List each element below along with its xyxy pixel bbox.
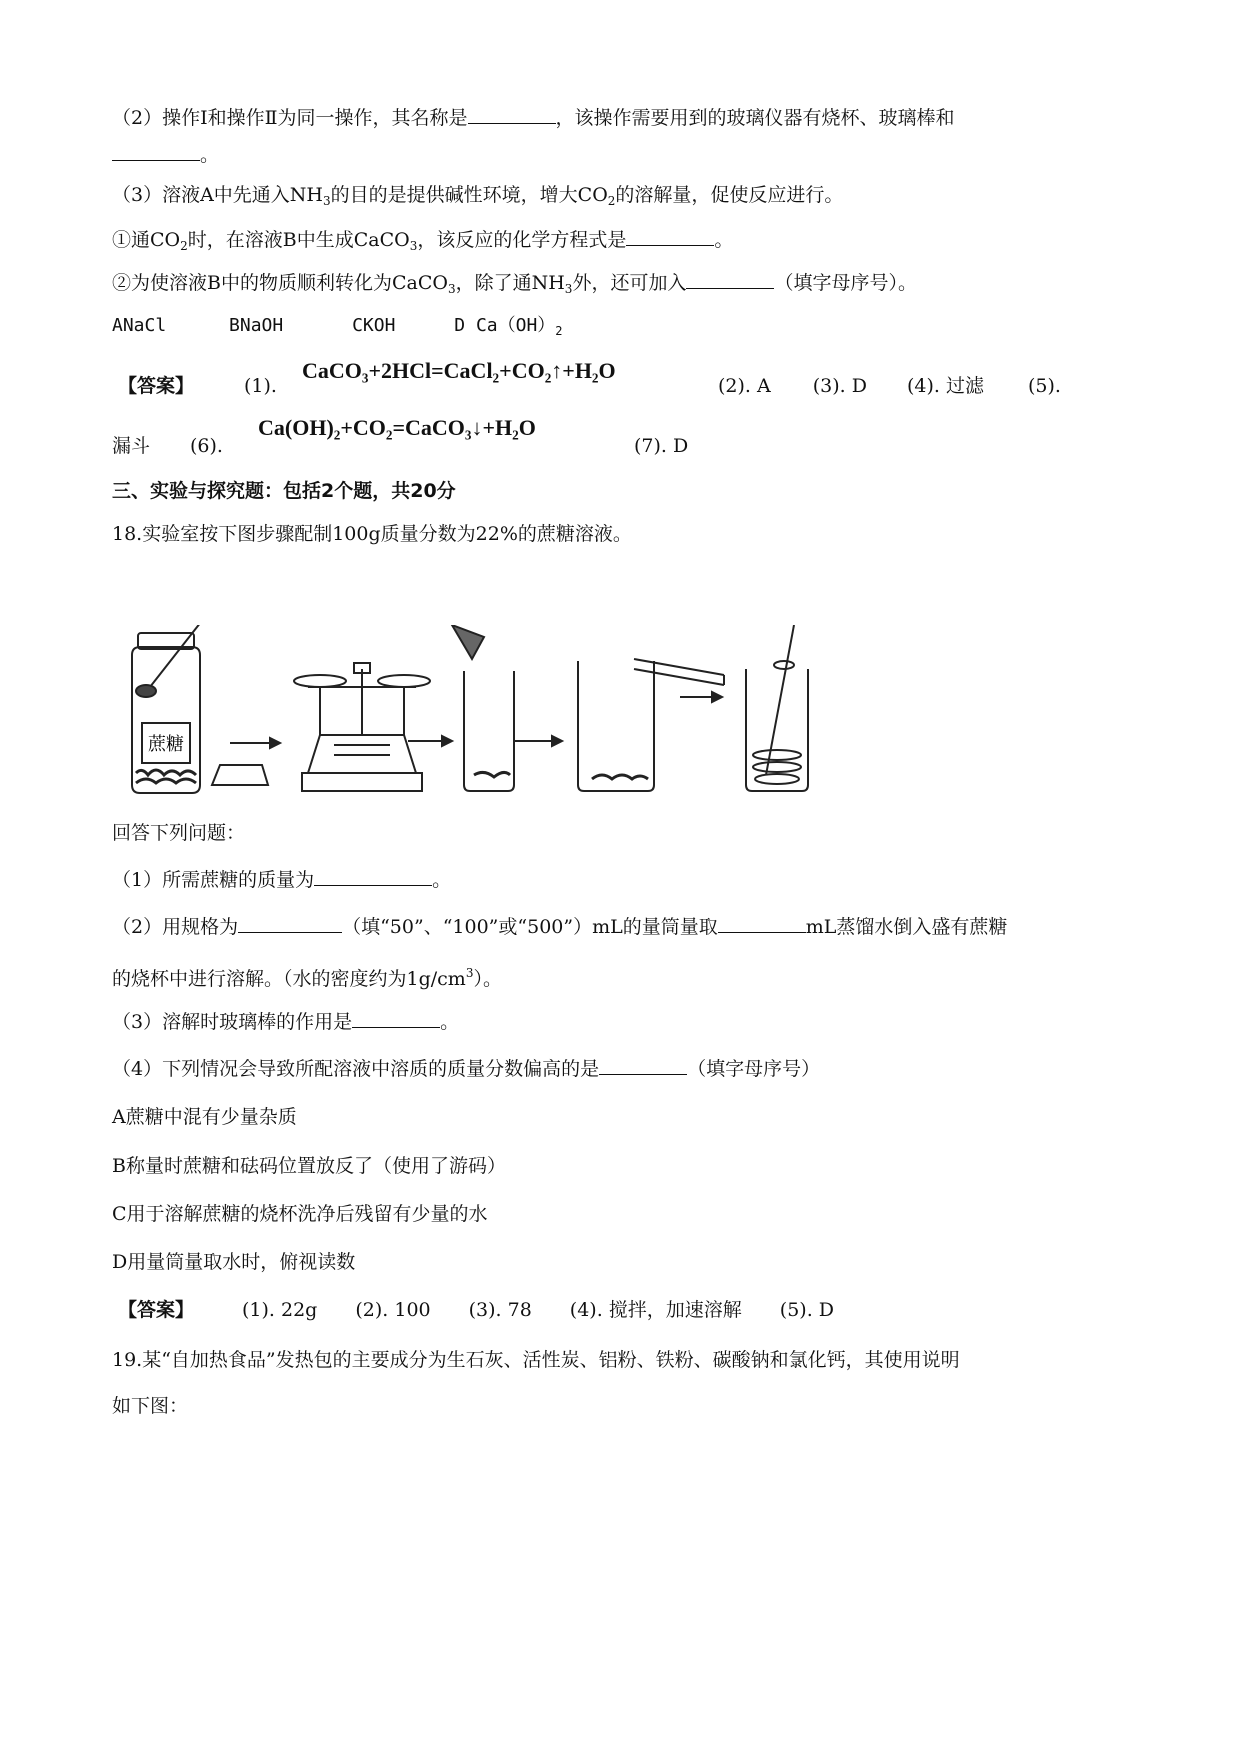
text: ，该操作需要用到的玻璃仪器有烧杯、玻璃棒和 bbox=[555, 107, 955, 129]
equation-text: Ca(OH)₂+CO₂=CaCO₃↓+H₂O bbox=[258, 415, 536, 440]
text: ）。 bbox=[473, 968, 502, 990]
option-d: D Ca（OH） bbox=[454, 315, 556, 336]
text: （1）所需蔗糖的质量为 bbox=[112, 869, 315, 891]
q17-ans1-label bbox=[244, 372, 277, 400]
answer-blank bbox=[718, 912, 806, 933]
weight-icon bbox=[212, 765, 268, 785]
answer-blank bbox=[599, 1054, 687, 1075]
text: ①通CO bbox=[112, 229, 181, 251]
equation-text: CaCO₃+2HCl=CaCl₂+CO₂↑+H₂O bbox=[302, 358, 616, 383]
text: (3). D bbox=[812, 375, 867, 397]
q17-sub2 bbox=[112, 268, 917, 303]
q17-answer-row1 bbox=[118, 372, 194, 400]
equation-1 bbox=[302, 358, 616, 384]
jar-label: 蔗糖 bbox=[148, 734, 184, 755]
answer-blank bbox=[352, 1007, 440, 1028]
q17-part3 bbox=[112, 181, 843, 215]
subscript: 2 bbox=[555, 324, 563, 338]
text: (4). 搅拌，加速溶解 bbox=[569, 1299, 742, 1321]
answer-label: 【答案】 bbox=[118, 1299, 195, 1321]
text: ，除了通NH bbox=[455, 272, 565, 294]
subscript: 3 bbox=[409, 239, 418, 253]
text: （填“50”、“100”或“500”）mL的量筒量取 bbox=[342, 916, 718, 938]
text: 时，在溶液B中生成CaCO bbox=[187, 229, 410, 251]
text: （2）操作Ⅰ和操作Ⅱ为同一操作，其名称是 bbox=[112, 107, 468, 129]
q19-line2 bbox=[112, 1392, 188, 1420]
subscript: 2 bbox=[180, 239, 188, 253]
q18-part2-line2 bbox=[112, 959, 502, 993]
q17-ans7 bbox=[634, 432, 688, 460]
text: (1). 22g bbox=[242, 1299, 318, 1321]
beaker-stir-icon bbox=[746, 625, 808, 791]
option-c: CKOH bbox=[352, 315, 396, 336]
q17-ans2-4 bbox=[718, 372, 1061, 400]
q17-options bbox=[112, 312, 563, 345]
text: （填字母序号）。 bbox=[774, 272, 917, 294]
text: 19.某“自加热食品”发热包的主要成分为生石灰、活性炭、铝粉、铁粉、碳酸钠和氯化钙，其使用说明 bbox=[112, 1349, 960, 1371]
q18-part4 bbox=[112, 1054, 820, 1083]
text: (1). bbox=[244, 375, 277, 397]
q18-option-d bbox=[112, 1248, 355, 1276]
answer-blank bbox=[626, 225, 714, 246]
q18-option-c bbox=[112, 1200, 488, 1228]
text: ②为使溶液B中的物质顺利转化为CaCO bbox=[112, 272, 448, 294]
answer-label: 【答案】 bbox=[118, 375, 195, 397]
subscript: 3 bbox=[564, 282, 573, 296]
q18-part1 bbox=[112, 865, 451, 894]
text: （3）溶液A中先通入NH bbox=[112, 184, 324, 206]
text: mL蒸馏水倒入盛有蔗糖 bbox=[805, 916, 1008, 938]
text: 三、实验与探究题：包括2个题，共20分 bbox=[112, 480, 456, 502]
q18-part2-line1 bbox=[112, 912, 1007, 941]
subscript: 2 bbox=[607, 194, 616, 208]
q18-answer bbox=[118, 1296, 834, 1324]
procedure-diagram bbox=[112, 625, 932, 795]
q18-option-b bbox=[112, 1152, 506, 1180]
text: (5). D bbox=[779, 1299, 835, 1321]
text: 18.实验室按下图步骤配制100g质量分数为22%的蔗糖溶液。 bbox=[112, 523, 632, 545]
text: 。 bbox=[432, 869, 452, 891]
q19-line1 bbox=[112, 1346, 960, 1374]
superscript: 3 bbox=[465, 966, 474, 980]
q17-part2-line1 bbox=[112, 103, 955, 132]
q17-sub1 bbox=[112, 225, 733, 260]
text: ，该反应的化学方程式是 bbox=[417, 229, 627, 251]
text: 。 bbox=[440, 1011, 460, 1033]
beaker-add-sugar-icon bbox=[452, 625, 514, 791]
text: 的溶解量，促使反应进行。 bbox=[615, 184, 844, 206]
q18-prompt bbox=[112, 819, 245, 847]
answer-blank bbox=[314, 865, 432, 886]
text: 。 bbox=[200, 144, 220, 166]
section-heading bbox=[112, 477, 456, 505]
text: 外，还可加入 bbox=[572, 272, 687, 294]
answer-blank bbox=[238, 912, 342, 933]
q17-part2-line2 bbox=[112, 140, 219, 169]
answer-blank bbox=[112, 140, 200, 161]
q18-part3 bbox=[112, 1007, 459, 1036]
q18-stem bbox=[112, 520, 632, 548]
text: （4）下列情况会导致所配溶液中溶质的质量分数偏高的是 bbox=[112, 1058, 600, 1080]
text: B称量时蔗糖和砝码位置放反了（使用了游码） bbox=[112, 1155, 506, 1177]
option-b: BNaOH bbox=[229, 315, 284, 336]
subscript: 3 bbox=[323, 194, 331, 208]
beaker-pour-water-icon bbox=[578, 659, 724, 791]
text: 的烧杯中进行溶解。（水的密度约为1g/cm bbox=[112, 968, 466, 990]
balance-icon bbox=[294, 663, 430, 791]
text: (5). bbox=[1027, 375, 1061, 397]
equation-2 bbox=[258, 415, 536, 441]
q17-answer-row2 bbox=[112, 432, 223, 460]
text: 的目的是提供碱性环境，增大CO bbox=[330, 184, 608, 206]
q18-option-a bbox=[112, 1103, 297, 1131]
answer-blank bbox=[468, 103, 556, 124]
text: 漏斗 bbox=[112, 435, 151, 457]
text: (7). D bbox=[634, 435, 689, 457]
text: （填字母序号） bbox=[687, 1058, 821, 1080]
text: (6). bbox=[190, 435, 223, 457]
text: 如下图： bbox=[112, 1395, 189, 1417]
text: (3). 78 bbox=[468, 1299, 532, 1321]
answer-blank bbox=[686, 268, 774, 289]
text: （2）用规格为 bbox=[112, 916, 239, 938]
text: C用于溶解蔗糖的烧杯洗净后残留有少量的水 bbox=[112, 1203, 488, 1225]
text: 回答下列问题： bbox=[112, 822, 246, 844]
option-a: ANaCl bbox=[112, 315, 167, 336]
text: （3）溶解时玻璃棒的作用是 bbox=[112, 1011, 353, 1033]
text: (4). 过滤 bbox=[906, 375, 984, 397]
text: 。 bbox=[714, 229, 734, 251]
text: (2). A bbox=[718, 375, 771, 397]
text: D用量筒量取水时，俯视读数 bbox=[112, 1251, 356, 1273]
text: (2). 100 bbox=[355, 1299, 431, 1321]
subscript: 3 bbox=[447, 282, 456, 296]
text: A蔗糖中混有少量杂质 bbox=[112, 1106, 297, 1128]
sugar-jar-icon bbox=[132, 625, 208, 793]
